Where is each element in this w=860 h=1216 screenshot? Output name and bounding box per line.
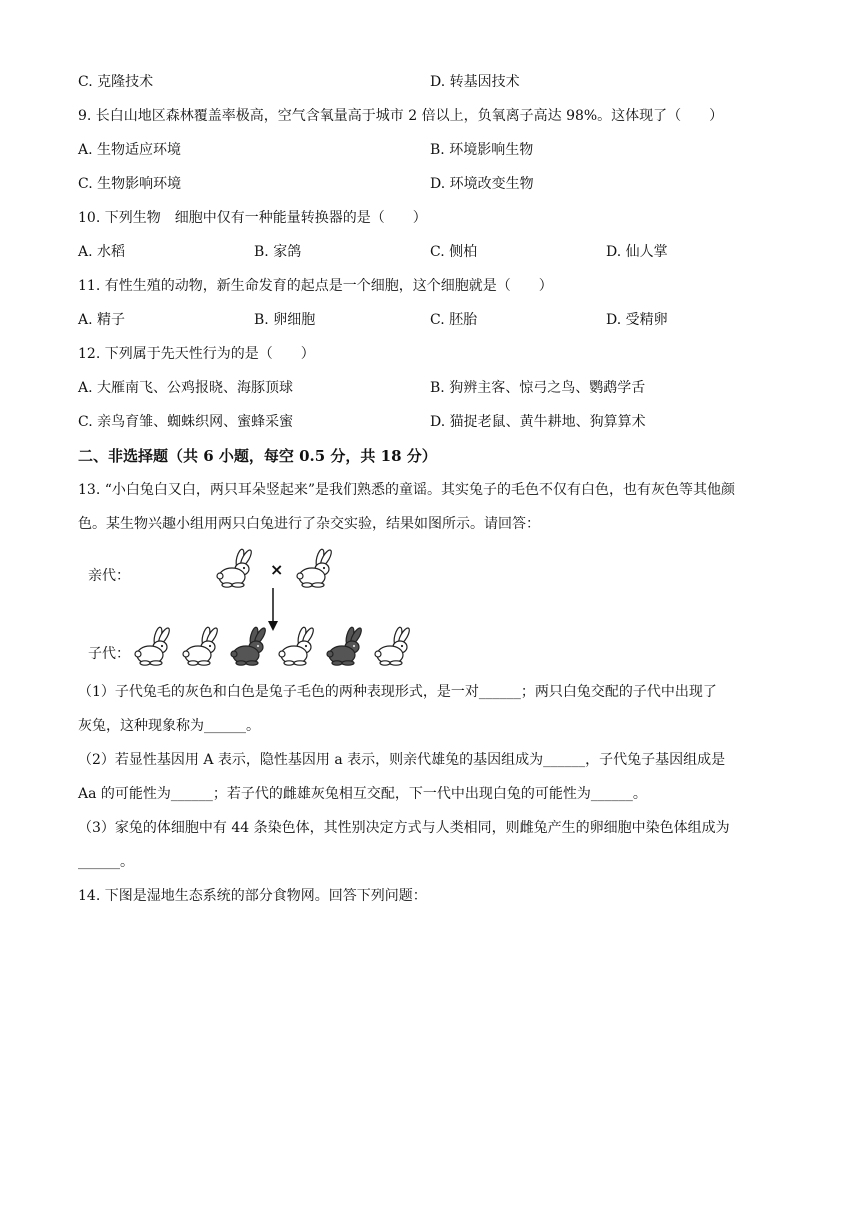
- q13-part2-line-2: Aa 的可能性为______；若子代的雌雄灰兔相互交配，下一代中出现白兔的可能性为______。: [78, 786, 647, 802]
- q10-option-c: C. 侧柏: [430, 244, 478, 260]
- q8-option-c: C. 克隆技术: [78, 74, 154, 90]
- offspring-rabbit-5-gray: [327, 626, 363, 665]
- q13-stem-line-2: 色。某生物兴趣小组用两只白兔进行了杂交实验，结果如图所示。请回答：: [78, 516, 540, 532]
- q10-option-b: B. 家鸽: [254, 244, 302, 260]
- parent-rabbit-1-white: [217, 548, 253, 587]
- q12-option-a: A. 大雁南飞、公鸡报晓、海豚顶球: [78, 380, 294, 396]
- offspring-rabbit-3-gray: [231, 626, 267, 665]
- q13-stem-line-1: 13. “小白兔白又白，两只耳朵竖起来”是我们熟悉的童谣。其实兔子的毛色不仅有白色，也有灰色等其他颜: [78, 482, 736, 498]
- offspring-generation-label: 子代：: [88, 646, 130, 662]
- q13-part2-line-1: （2）若显性基因用 A 表示，隐性基因用 a 表示，则亲代雄兔的基因组成为______，子代兔子基因组成是: [78, 752, 726, 768]
- q9-stem: 9. 长白山地区森林覆盖率极高，空气含氧量高于城市 2 倍以上，负氧离子高达 98%。这体现了（ ）: [78, 108, 724, 124]
- q11-option-a: A. 精子: [78, 312, 126, 328]
- q11-option-b: B. 卵细胞: [254, 312, 316, 328]
- q12-option-b: B. 狗辨主客、惊弓之鸟、鹦鹉学舌: [430, 380, 646, 396]
- q13-part1-line-2: 灰兔，这种现象称为______。: [78, 718, 260, 734]
- q12-option-c: C. 亲鸟育雏、蜘蛛织网、蜜蜂采蜜: [78, 414, 294, 430]
- offspring-rabbit-2-white: [183, 626, 219, 665]
- q10-option-d: D. 仙人掌: [606, 244, 668, 260]
- q11-stem: 11. 有性生殖的动物，新生命发育的起点是一个细胞，这个细胞就是（ ）: [78, 278, 553, 294]
- offspring-rabbit-1-white: [135, 626, 171, 665]
- q8-option-d: D. 转基因技术: [430, 74, 520, 90]
- q9-option-b: B. 环境影响生物: [430, 142, 534, 158]
- q12-stem: 12. 下列属于先天性行为的是（ ）: [78, 346, 315, 362]
- generation-arrow-head: [268, 621, 278, 631]
- q10-option-a: A. 水稻: [78, 244, 126, 260]
- q12-option-d: D. 猫捉老鼠、黄牛耕地、狗算算术: [430, 414, 646, 430]
- q9-option-c: C. 生物影响环境: [78, 176, 182, 192]
- parent-rabbit-2-white: [297, 548, 333, 587]
- q9-option-a: A. 生物适应环境: [78, 142, 182, 158]
- q11-option-c: C. 胚胎: [430, 312, 478, 328]
- section-heading-non-choice: 二、非选择题（共 6 小题，每空 0.5 分，共 18 分）: [78, 447, 437, 465]
- q10-stem: 10. 下列生物 细胞中仅有一种能量转换器的是（ ）: [78, 210, 427, 226]
- q13-part3-line-2: ______。: [78, 854, 134, 870]
- rabbit-cross-figure: [80, 545, 420, 675]
- cross-symbol: ×: [270, 560, 284, 579]
- q13-part1-line-1: （1）子代兔毛的灰色和白色是兔子毛色的两种表现形式，是一对______；两只白兔交配的子代中出现了: [78, 684, 717, 700]
- offspring-rabbit-4-white: [279, 626, 315, 665]
- q11-option-d: D. 受精卵: [606, 312, 668, 328]
- q13-part3-line-1: （3）家兔的体细胞中有 44 条染色体，其性别决定方式与人类相同，则雌兔产生的卵细胞中染色体组成为: [78, 820, 730, 836]
- q14-stem: 14. 下图是湿地生态系统的部分食物网。回答下列问题：: [78, 888, 427, 904]
- rabbit-cross-diagram: [80, 545, 420, 675]
- q9-option-d: D. 环境改变生物: [430, 176, 534, 192]
- parent-generation-label: 亲代：: [88, 568, 130, 584]
- offspring-rabbit-6-white: [375, 626, 411, 665]
